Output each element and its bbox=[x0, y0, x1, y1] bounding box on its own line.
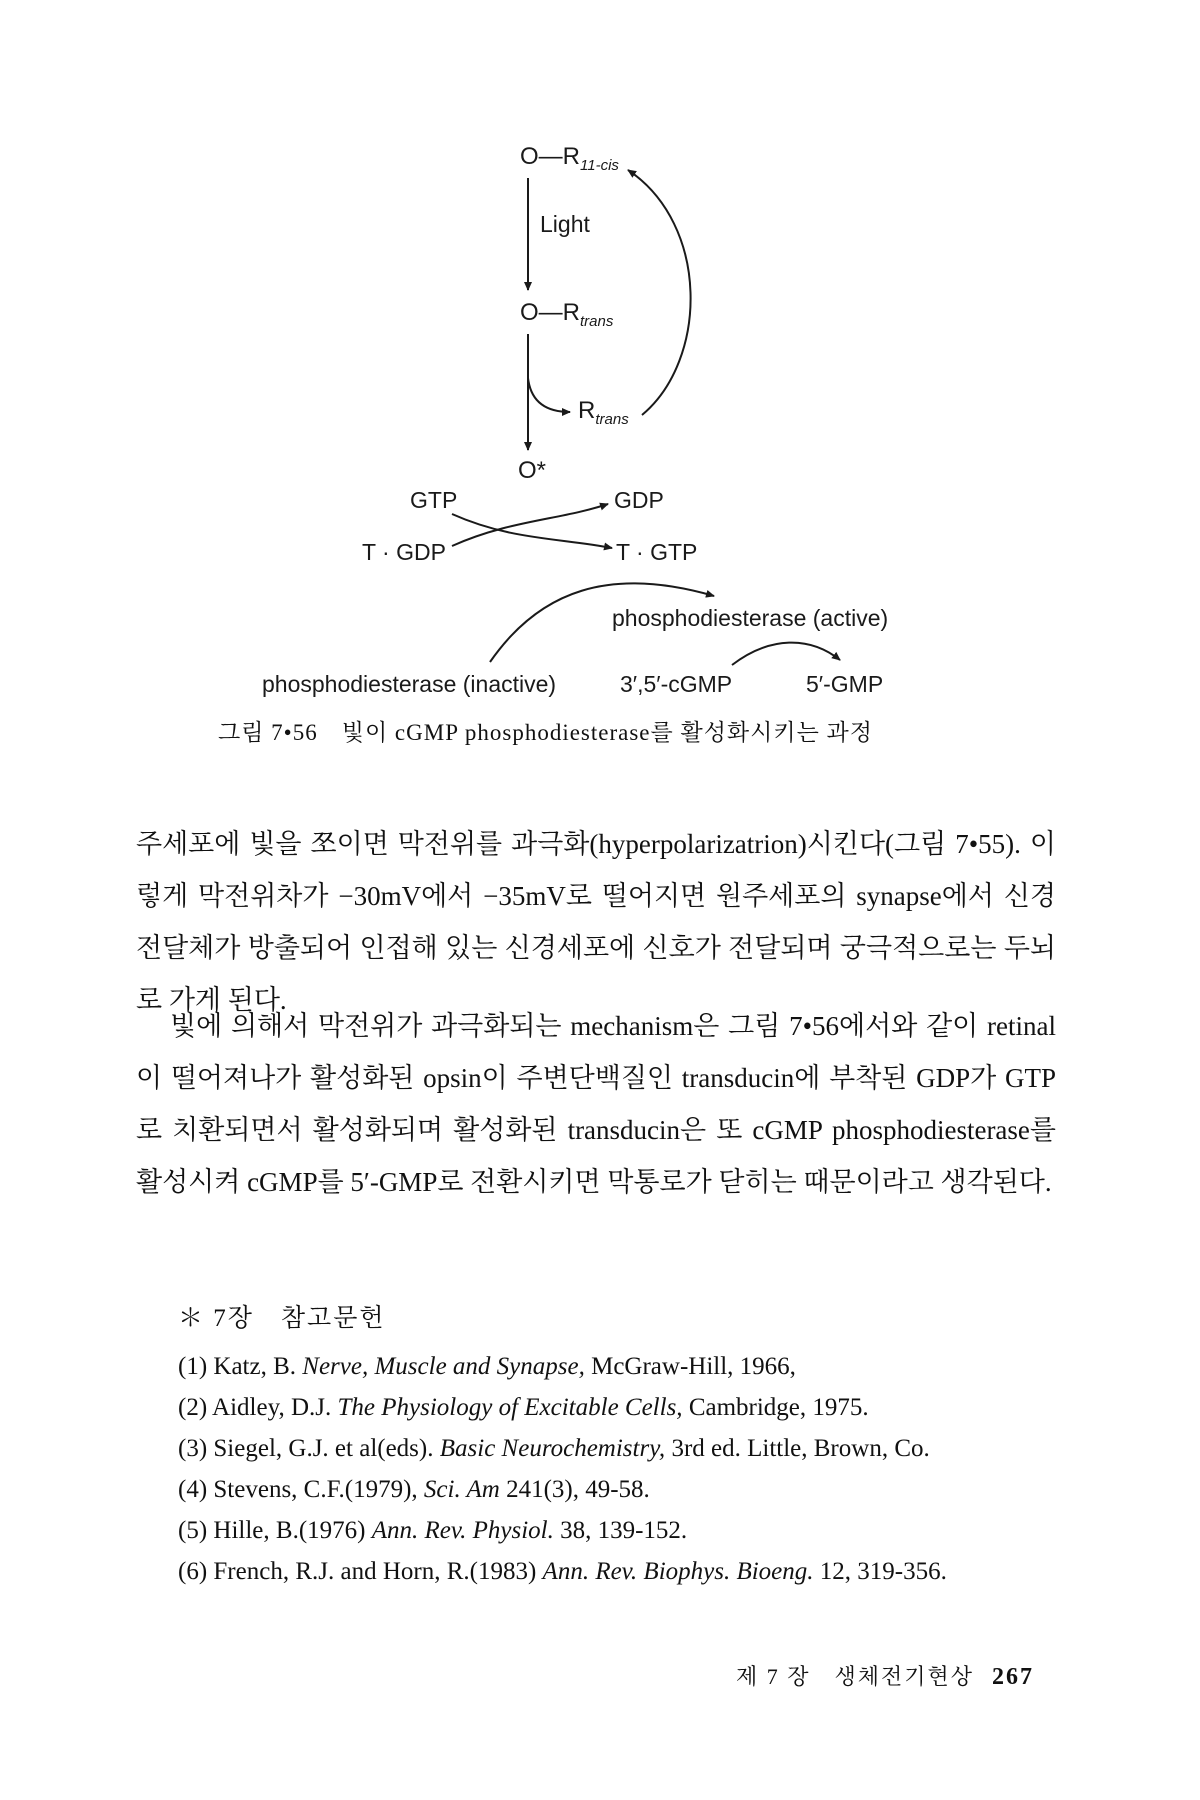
recycle-arrow bbox=[628, 170, 691, 415]
gtp-label: GTP bbox=[410, 487, 458, 513]
reference-item: (2) Aidley, D.J. The Physiology of Excitable Cells, Cambridge, 1975. bbox=[178, 1394, 869, 1421]
rhodopsin-cascade-diagram bbox=[0, 0, 1200, 740]
o-r11cis-label: $O—R_{11-cis}$ bbox=[520, 143, 619, 174]
pde-active-label: phosphodiesterase (active) bbox=[612, 605, 889, 631]
paragraph-1: 주세포에 빛을 쪼이면 막전위를 과극화(hyperpolarizatrion)시킨다(그림 7•55). 이렇게 막전위차가 −30mV에서 −35mV로 떨어지면 원주세포의 synapse에서 신경전달체가 방출되어 인접해 있는 신경세포에 신호가 전달되며 궁극적으로는 두뇌로 가게 된다. bbox=[136, 829, 1056, 1015]
rtrans-branch-arrow bbox=[528, 378, 570, 412]
page-footer bbox=[736, 1660, 1034, 1691]
paragraph-2: 빛에 의해서 막전위가 과극화되는 mechanism은 그림 7•56에서와 같이 retinal이 떨어져나가 활성화된 opsin이 주변단백질인 transducin에 부착된 GDP가 GTP로 치환되면서 활성화되며 활성화된 transducin은 또 cGMP phosphodiesterase를 활성시켜 cGMP를 5′-GMP로 전환시키면 막통로가 닫히는 때문이라고 생각된다. bbox=[136, 1011, 1056, 1197]
o-star-label: O* bbox=[518, 457, 547, 484]
gtp-to-tgtp-arrow bbox=[452, 514, 612, 548]
gdp-label: GDP bbox=[614, 487, 664, 513]
references-section bbox=[178, 1298, 947, 1592]
reference-item: (6) French, R.J. and Horn, R.(1983) Ann. Rev. Biophys. Bioeng. 12, 319-356. bbox=[178, 1558, 947, 1585]
light-label: Light bbox=[540, 211, 590, 237]
t-gdp-label: T · GDP bbox=[362, 539, 446, 565]
t-gtp-label: T · GTP bbox=[616, 539, 698, 565]
hydrolysis-arrow bbox=[732, 643, 840, 665]
pde-inactive-label: phosphodiesterase (inactive) bbox=[262, 671, 557, 697]
rtrans-label: $R_{trans}$ bbox=[578, 397, 629, 428]
reference-item: (3) Siegel, G.J. et al(eds). Basic Neurochemistry, 3rd ed. Little, Brown, Co. bbox=[178, 1435, 930, 1462]
tgdp-to-gdp-arrow bbox=[452, 504, 608, 546]
gmp-label: 5′-GMP bbox=[806, 671, 884, 697]
cgmp-label: 3′,5′-cGMP bbox=[620, 671, 733, 697]
reference-item: (1) Katz, B. Nerve, Muscle and Synapse, McGraw-Hill, 1966, bbox=[178, 1353, 796, 1380]
reference-item: (4) Stevens, C.F.(1979), Sci. Am 241(3), 49-58. bbox=[178, 1476, 650, 1503]
o-rtrans-label: $O—R_{trans}$ bbox=[520, 299, 614, 330]
chapter-title: 제 7 장 생체전기현상 bbox=[736, 1664, 975, 1689]
references-title: ＊ 7장 참고문헌 bbox=[178, 1305, 386, 1332]
figure-caption: 그림 7•56 빛이 cGMP phosphodiesterase를 활성화시키는 과정 bbox=[218, 720, 873, 745]
reference-item: (5) Hille, B.(1976) Ann. Rev. Physiol. 38, 139-152. bbox=[178, 1517, 688, 1544]
page-number: 267 bbox=[992, 1664, 1035, 1690]
